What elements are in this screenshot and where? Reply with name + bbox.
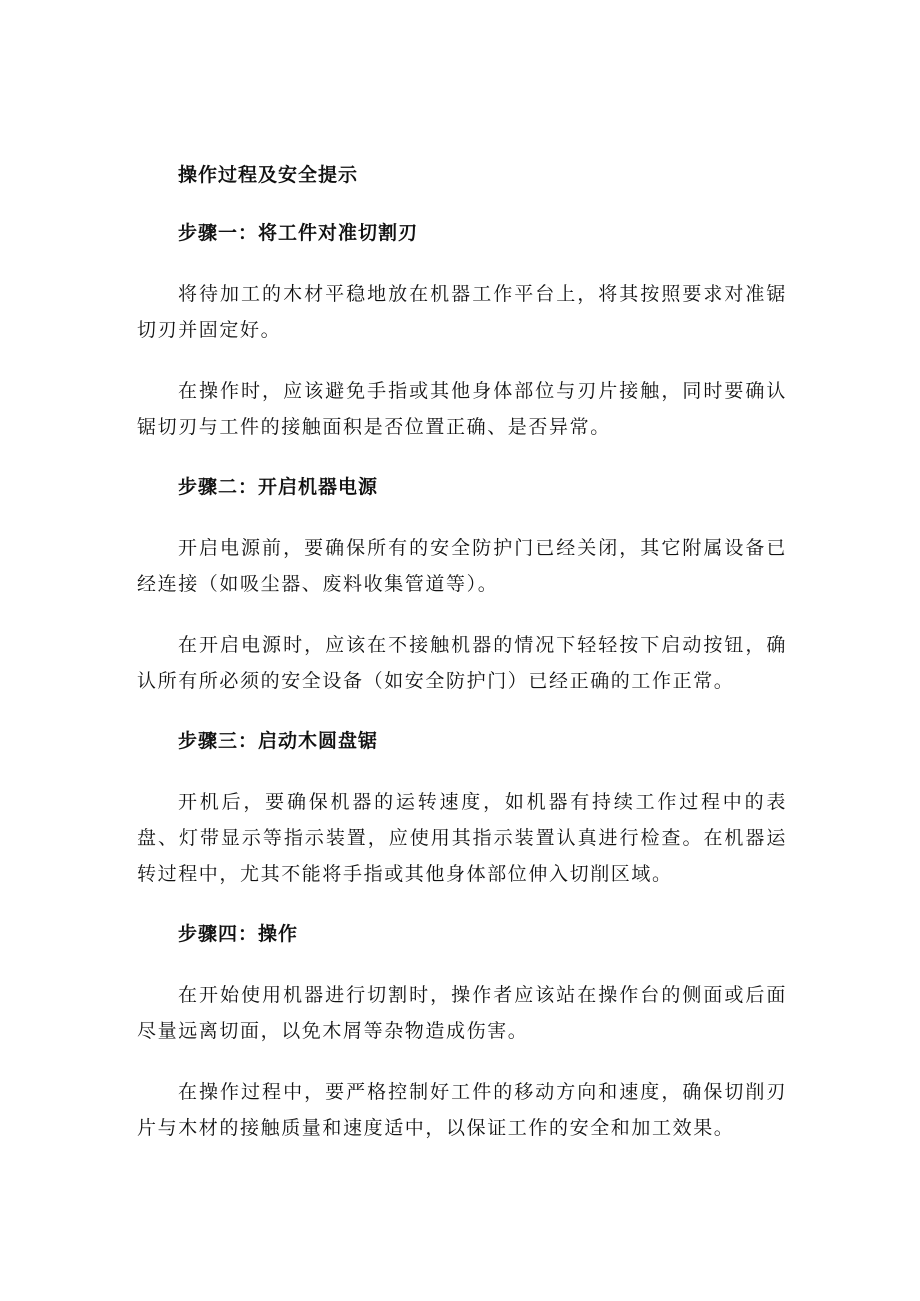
step-3-section bbox=[137, 724, 787, 892]
step-4-paragraph-1: 在开始使用机器进行切割时，操作者应该站在操作台的侧面或后面尽量远离切面，以免木屑等杂物造成伤害。 bbox=[137, 984, 787, 1042]
document-body bbox=[137, 158, 787, 1171]
step-4-heading: 步骤四：操作 bbox=[178, 923, 299, 945]
step-4-section bbox=[137, 917, 787, 1146]
step-2-section bbox=[137, 470, 787, 699]
step-4-paragraph-2: 在操作过程中，要严格控制好工件的移动方向和速度，确保切削刃片与木材的接触质量和速度适中，以保证工作的安全和加工效果。 bbox=[137, 1081, 787, 1139]
step-2-paragraph-2: 在开启电源时，应该在不接触机器的情况下轻轻按下启动按钮，确认所有所必须的安全设备（如安全防护门）已经正确的工作正常。 bbox=[137, 634, 787, 692]
step-3-heading: 步骤三：启动木圆盘锯 bbox=[178, 730, 379, 752]
step-1-heading: 步骤一：将工件对准切割刃 bbox=[178, 222, 419, 244]
step-1-paragraph-1: 将待加工的木材平稳地放在机器工作平台上，将其按照要求对准锯切刃并固定好。 bbox=[137, 283, 787, 341]
step-2-paragraph-1: 开启电源前，要确保所有的安全防护门已经关闭，其它附属设备已经连接（如吸尘器、废料收集管道等）。 bbox=[137, 537, 787, 595]
step-2-heading: 步骤二：开启机器电源 bbox=[178, 476, 379, 498]
step-1-section bbox=[137, 216, 787, 445]
step-1-paragraph-2: 在操作时，应该避免手指或其他身体部位与刃片接触，同时要确认锯切刃与工件的接触面积是否位置正确、是否异常。 bbox=[137, 380, 787, 438]
document-title: 操作过程及安全提示 bbox=[178, 164, 359, 186]
step-3-paragraph-1: 开机后，要确保机器的运转速度，如机器有持续工作过程中的表盘、灯带显示等指示装置，应使用其指示装置认真进行检查。在机器运转过程中，尤其不能将手指或其他身体部位伸入切削区域。 bbox=[137, 791, 787, 885]
